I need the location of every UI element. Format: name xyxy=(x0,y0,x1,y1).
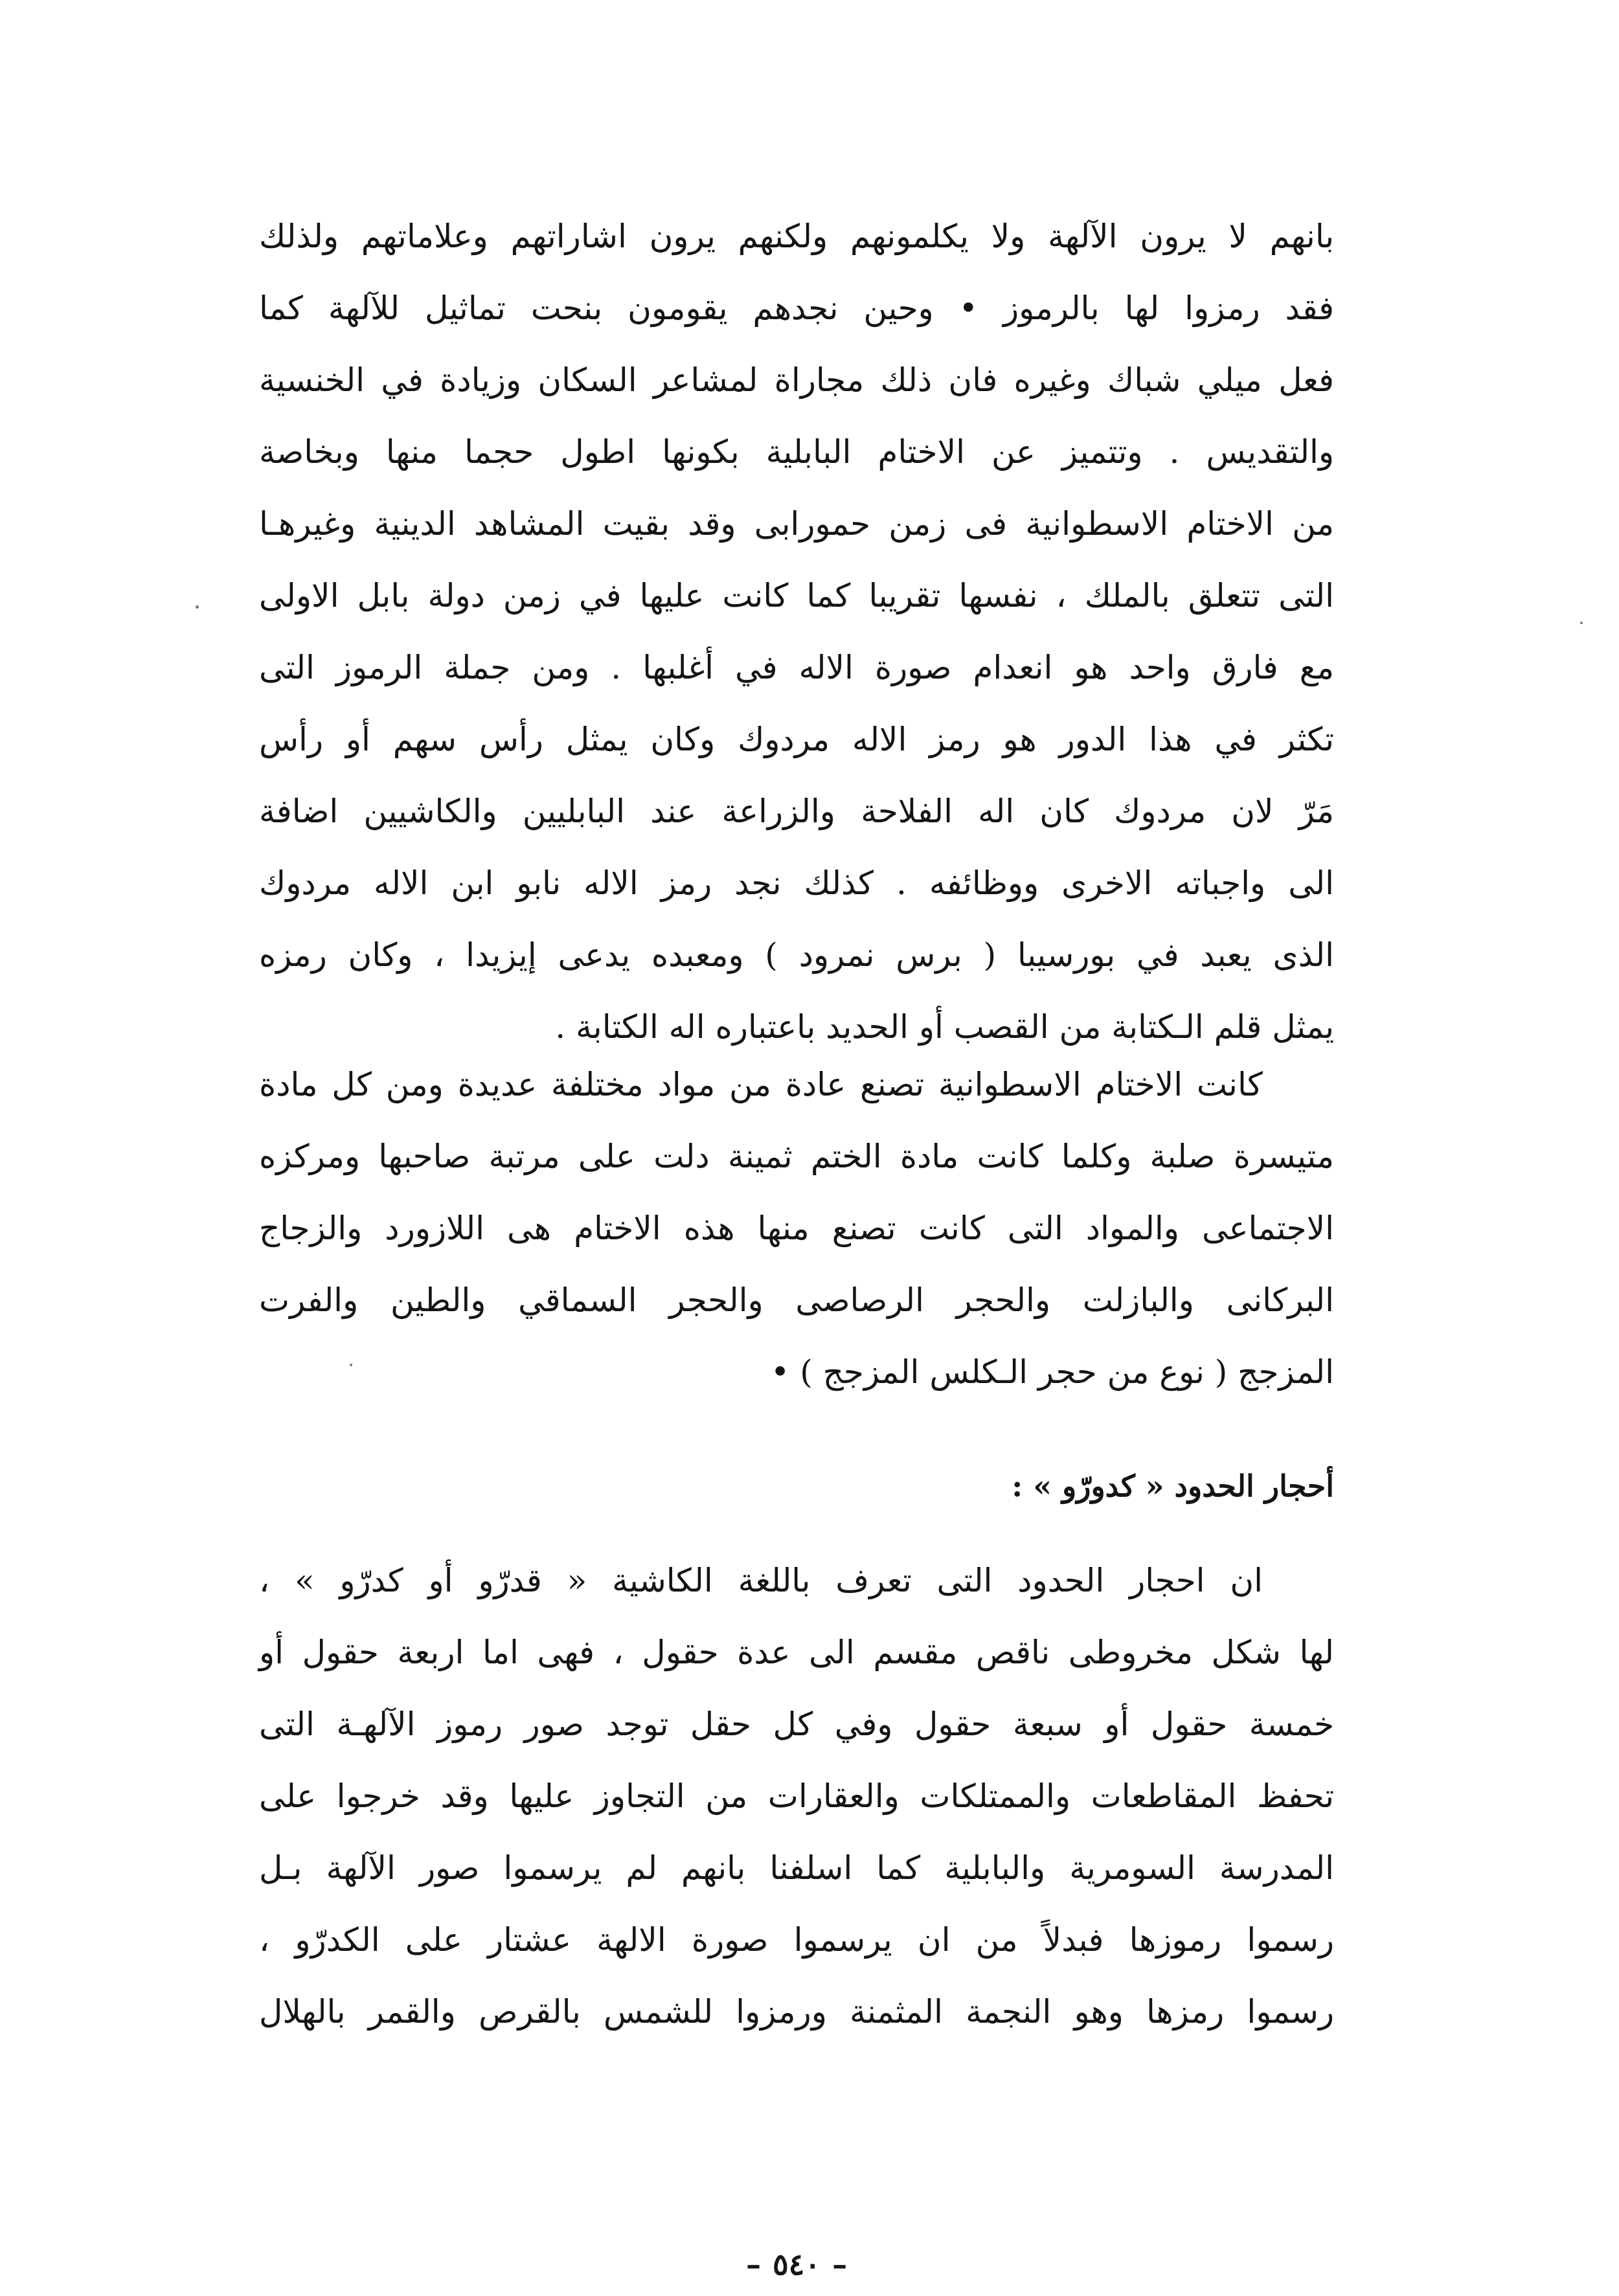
text-line: يمثل قلم الـكتابة من القصب أو الحديد باعتباره اله الكتابة . xyxy=(555,1008,1334,1046)
text-line: خمسة حقول أو سبعة حقول وفي كل حقل توجد صور رموز الآلهـة التى xyxy=(259,1705,1334,1743)
text-line: الذى يعبد في بورسيبا ( برس نمرود ) ومعبده يدعى إيزيدا ، وكان رمزه xyxy=(259,936,1334,974)
text-line: التى تتعلق بالملك ، نفسها تقريبا كما كانت عليها في زمن دولة بابل الاولى xyxy=(259,577,1334,614)
text-line: من الاختام الاسطوانية فى زمن حمورابى وقد بقيت المشاهد الدينية وغيرهـا xyxy=(259,505,1334,543)
paragraph-1 xyxy=(259,201,1334,1063)
scan-speck xyxy=(196,605,199,609)
text-line: البركانى والبازلت والحجر الرصاصى والحجر السماقي والطين والفرت xyxy=(259,1281,1334,1319)
text-line: كانت الاختام الاسطوانية تصنع عادة من مواد مختلفة عديدة ومن كل مادة xyxy=(259,1066,1263,1103)
dash-left: – xyxy=(832,2247,848,2282)
dash-right: – xyxy=(745,2247,761,2282)
text-line: ان احجار الحدود التى تعرف باللغة الكاشية « قدرّو أو كدرّو » ، xyxy=(259,1562,1263,1599)
text-line: المدرسة السومرية والبابلية كما اسلفنا بانهم لم يرسموا صور الآلهة بـل xyxy=(259,1849,1334,1887)
paragraph-3 xyxy=(259,1545,1334,2048)
paragraph-2 xyxy=(259,1049,1334,1408)
text-line: رسموا رموزها فبدلاً من ان يرسموا صورة الالهة عشتار على الكدرّو ، xyxy=(259,1921,1334,1959)
page-number xyxy=(680,2247,913,2282)
text-line: والتقديس . وتتميز عن الاختام البابلية بكونها اطول حجما منها وبخاصة xyxy=(259,433,1334,471)
text-line: مَرّ لان مردوك كان اله الفلاحة والزراعة عند البابليين والكاشيين اضافة xyxy=(259,793,1334,830)
text-line: فقد رمزوا لها بالرموز • وحين نجدهم يقومون بنحت تماثيل للآلهة كما xyxy=(259,289,1334,327)
scan-speck xyxy=(350,1364,352,1366)
text-line: لها شكل مخروطى ناقص مقسم الى عدة حقول ، فهى اما اربعة حقول أو xyxy=(259,1634,1334,1671)
text-line: تحفظ المقاطعات والممتلكات والعقارات من التجاوز عليها وقد خرجوا على xyxy=(259,1777,1334,1815)
text-line: رسموا رمزها وهو النجمة المثمنة ورمزوا للشمس بالقرص والقمر بالهلال xyxy=(259,1993,1334,2031)
section-heading: أحجار الحدود « كدورّو » : xyxy=(1012,1469,1334,1503)
text-line: الاجتماعى والمواد التى كانت تصنع منها هذه الاختام هى اللازورد والزجاج xyxy=(259,1210,1334,1247)
text-line: المزجج ( نوع من حجر الـكلس المزجج ) • xyxy=(770,1353,1334,1391)
text-line: بانهم لا يرون الآلهة ولا يكلمونهم ولكنهم يرون اشاراتهم وعلاماتهم ولذلك xyxy=(259,218,1334,255)
text-line: متيسرة صلبة وكلما كانت مادة الختم ثمينة دلت على مرتبة صاحبها ومركزه xyxy=(259,1138,1334,1175)
text-line: تكثر في هذا الدور هو رمز الاله مردوك وكان يمثل رأس سهم أو رأس xyxy=(259,721,1334,758)
scan-speck xyxy=(1580,622,1583,624)
page-number-value: ٥٤٠ xyxy=(772,2247,821,2282)
text-line: فعل ميلي شباك وغيره فان ذلك مجاراة لمشاعر السكان وزيادة في الخنسية xyxy=(259,361,1334,399)
text-line: مع فارق واحد هو انعدام صورة الاله في أغلبها . ومن جملة الرموز التى xyxy=(259,649,1334,686)
text-line: الى واجباته الاخرى ووظائفه . كذلك نجد رمز الاله نابو ابن الاله مردوك xyxy=(259,864,1334,902)
